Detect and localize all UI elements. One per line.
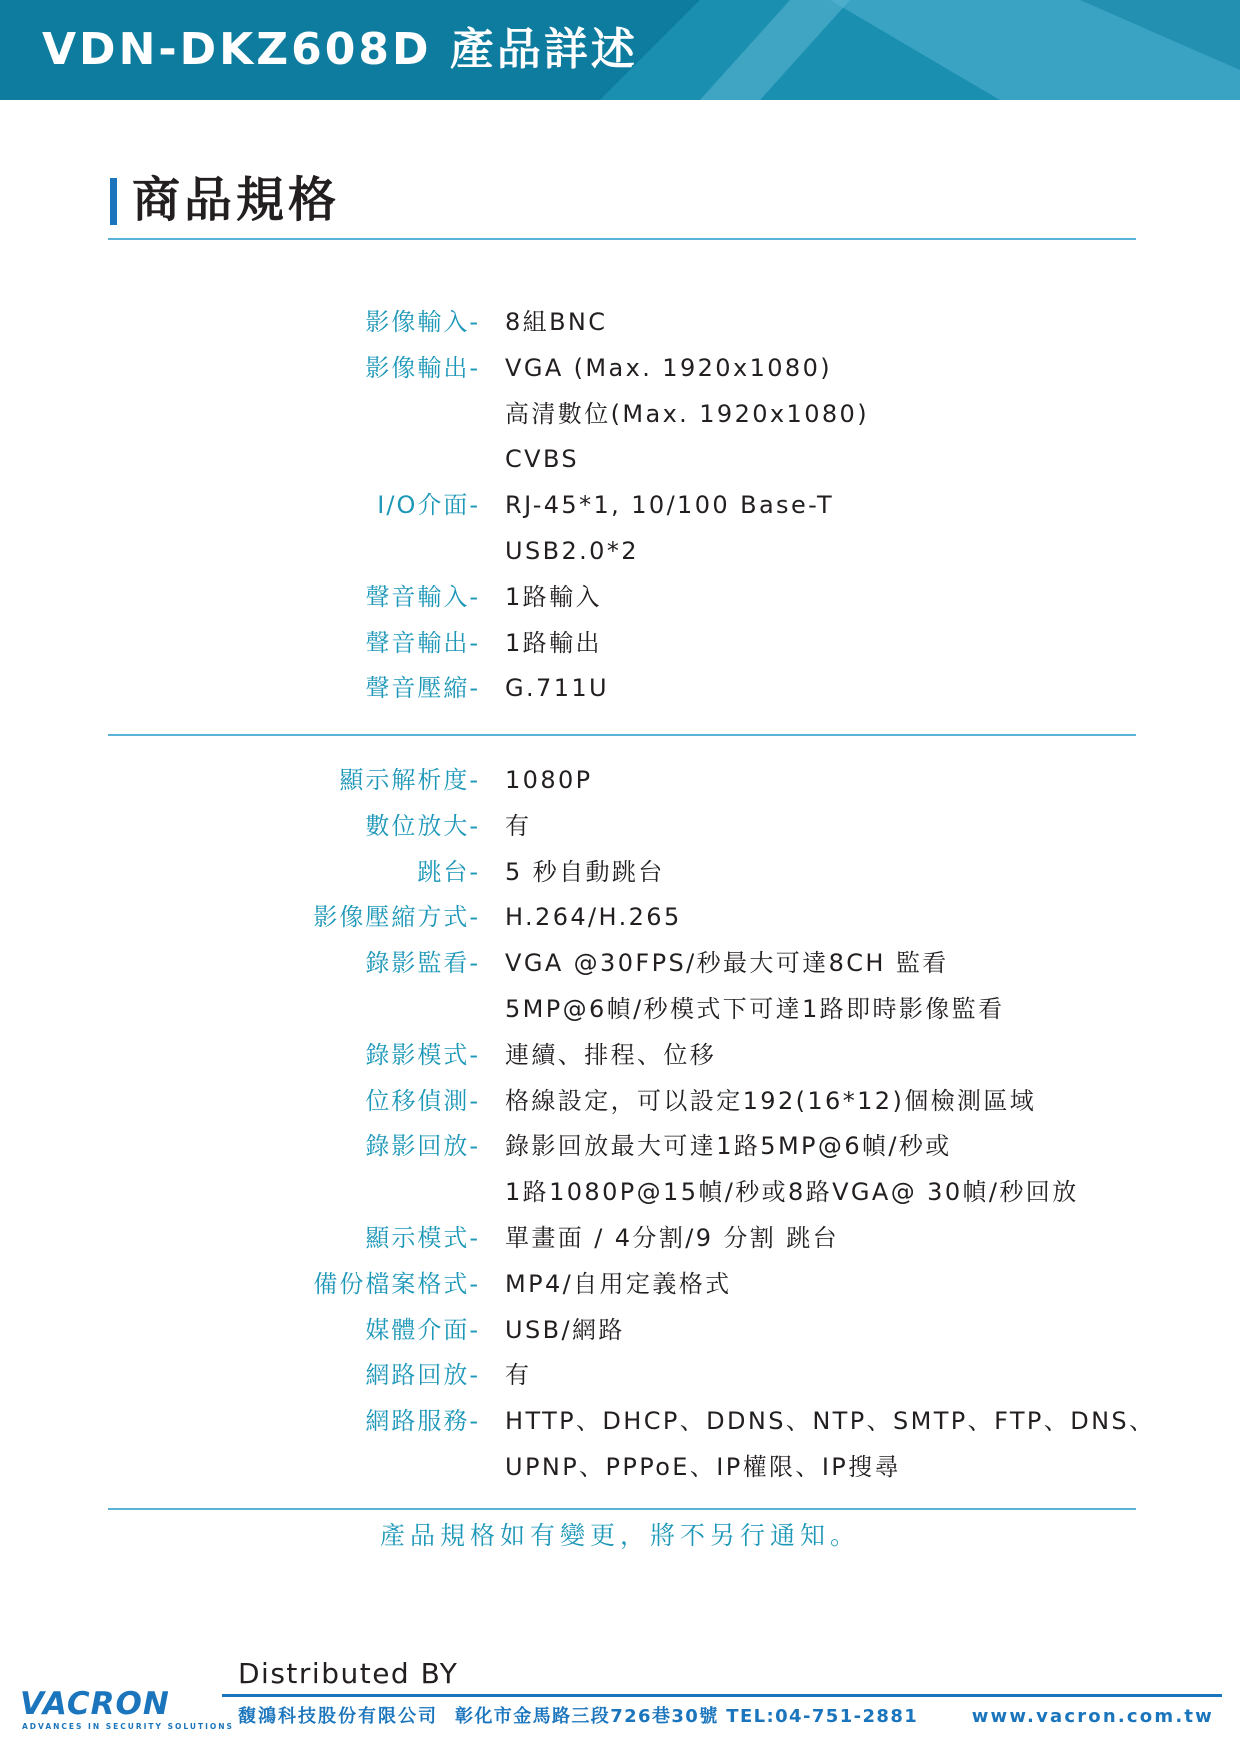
spec-label: 顯示解析度- [339,766,480,794]
spec-row [0,1398,1240,1444]
distributed-by-label: Distributed BY [238,1657,459,1690]
spec-row [0,1123,1240,1169]
spec-label: 網路服務- [365,1407,480,1436]
spec-row [0,940,1240,986]
spec-row [0,482,1240,528]
spec-value: 1080P [505,766,593,794]
company-name: 馥鴻科技股份有限公司 [238,1706,438,1727]
website-link[interactable]: www.vacron.com.tw [971,1706,1214,1727]
spec-label: 錄影模式- [365,1040,480,1069]
spec-row [0,849,1240,895]
spec-row [0,345,1240,391]
spec-value: G.711U [505,674,610,703]
spec-row [0,436,1240,482]
header-banner [0,0,1240,100]
spec-label: I/O介面- [377,491,480,520]
spec-row [0,1444,1240,1490]
spec-row [0,574,1240,620]
spec-row [0,1032,1240,1078]
spec-label: 影像輸出- [365,353,480,382]
spec-value: 5MP@6幀/秒模式下可達1路即時影像監看 [505,994,1005,1023]
spec-row [0,620,1240,666]
section-accent-bar [110,178,117,225]
spec-value: VGA @30FPS/秒最大可達8CH 監看 [505,949,949,978]
spec-value: 高清數位(Max. 1920x1080) [505,399,869,428]
spec-value: 有 [505,1361,532,1390]
spec-label: 影像壓縮方式- [313,903,480,932]
spec-row [0,665,1240,711]
spec-group-io [0,299,1240,711]
spec-row [0,1307,1240,1353]
spec-value: 1路輸出 [505,628,602,657]
spec-label: 錄影回放- [365,1132,480,1161]
footer-rule [222,1694,1222,1697]
spec-value: HTTP、DHCP、DDNS、NTP、SMTP、FTP、DNS、 [505,1407,1156,1436]
spec-value: 格線設定，可以設定192(16*12)個檢測區域 [505,1086,1037,1115]
spec-label: 位移偵測- [365,1086,480,1115]
spec-value: 5 秒自動跳台 [505,857,665,886]
spec-label: 聲音輸入- [365,582,480,611]
divider [108,1508,1136,1510]
spec-value: 錄影回放最大可達1路5MP@6幀/秒或 [505,1132,952,1161]
spec-label: 跳台- [417,857,480,886]
logo-tagline: ADVANCES IN SECURITY SOLUTIONS [22,1722,234,1731]
spec-row [0,299,1240,345]
spec-value: H.264/H.265 [505,903,682,932]
spec-row [0,803,1240,849]
spec-label: 備份檔案格式- [313,1269,480,1298]
spec-label: 影像輸入- [365,308,480,336]
spec-value: CVBS [505,445,580,474]
spec-value: 1路1080P@15幀/秒或8路VGA@ 30幀/秒回放 [505,1178,1079,1207]
page-title: VDN-DKZ608D 產品詳述 [42,24,638,75]
spec-value: 1路輸入 [505,582,602,611]
spec-label: 數位放大- [365,811,480,840]
spec-row [0,391,1240,437]
spec-label: 聲音壓縮- [365,674,480,703]
spec-label: 錄影監看- [365,949,480,978]
spec-label: 聲音輸出- [365,628,480,657]
company-address: 彰化市金馬路三段726巷30號 TEL:04-751-2881 [455,1706,919,1727]
spec-change-notice: 產品規格如有變更，將不另行通知。 [379,1521,860,1550]
spec-row [0,894,1240,940]
logo-wordmark: VACRON [20,1686,170,1722]
spec-label: 顯示模式- [365,1223,480,1252]
divider [108,734,1136,736]
vacron-logo [20,1686,234,1736]
spec-value: UPNP、PPPoE、IP權限、IP搜尋 [505,1452,901,1481]
spec-value: MP4/自用定義格式 [505,1269,732,1298]
spec-row [0,757,1240,803]
spec-row [0,528,1240,574]
spec-value: 8組BNC [505,308,608,336]
spec-row [0,1352,1240,1398]
spec-label: 媒體介面- [365,1315,480,1344]
spec-label: 網路回放- [365,1361,480,1390]
spec-value: USB/網路 [505,1315,625,1344]
spec-row [0,1261,1240,1307]
spec-value: RJ-45*1, 10/100 Base-T [505,491,835,520]
spec-row [0,1078,1240,1124]
spec-row [0,986,1240,1032]
section-heading [108,170,1136,240]
section-title: 商品規格 [132,172,341,228]
spec-value: 有 [505,811,532,840]
spec-group-features [0,757,1240,1490]
spec-row [0,1215,1240,1261]
spec-value: 單畫面 / 4分割/9 分割 跳台 [505,1223,840,1252]
spec-value: VGA (Max. 1920x1080) [505,353,833,382]
spec-row [0,1169,1240,1215]
spec-value: 連續、排程、位移 [505,1040,717,1069]
spec-value: USB2.0*2 [505,536,639,565]
